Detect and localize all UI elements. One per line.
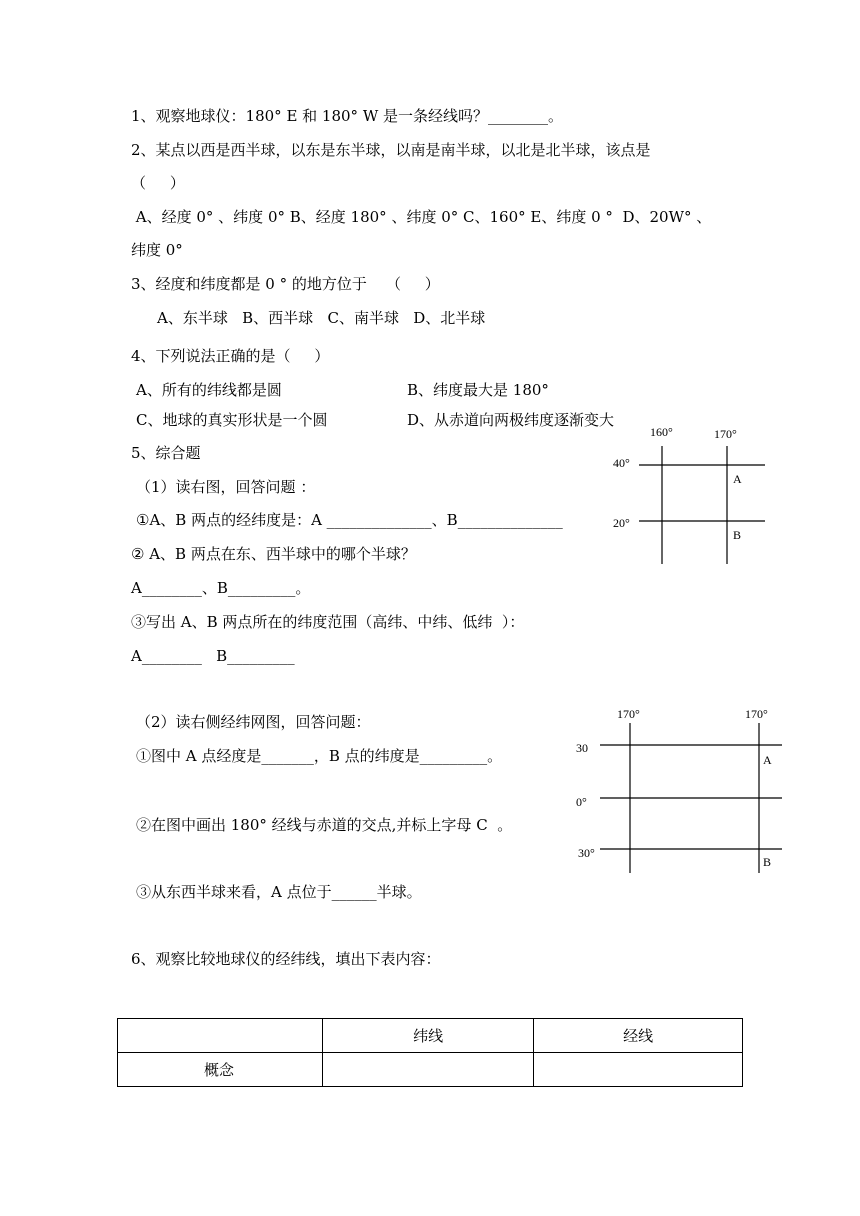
q5-part2-sub1: ①图中 A 点经度是_______，B 点的纬度是_________。 xyxy=(136,747,503,765)
question-3-options: A、东半球 B、西半球 C、南半球 D、北半球 xyxy=(157,309,486,327)
point-b-label: B xyxy=(763,855,772,869)
q5-part2-sub2: ②在图中画出 180° 经线与赤道的交点,并标上字母 C 。 xyxy=(136,816,513,834)
lon-label: 170° xyxy=(714,427,737,441)
question-4-option-a: A、所有的纬线都是圆 xyxy=(136,381,282,399)
question-4-option-d: D、从赤道向两极纬度逐渐变大 xyxy=(407,411,615,429)
table-row xyxy=(118,1053,743,1087)
q5-part1-sub2-answer: A________、B_________。 xyxy=(131,579,311,597)
lon-label: 160° xyxy=(650,425,673,439)
question-2-paren: （ ） xyxy=(131,174,185,192)
q5-part2-title: （2）读右侧经纬网图，回答问题： xyxy=(136,713,371,731)
point-b-label: B xyxy=(733,528,742,542)
lat-lon-grid-2 xyxy=(570,700,790,880)
q5-part1-sub3-answer: A________ B_________ xyxy=(131,647,295,665)
question-3-stem: 3、经度和纬度都是 0 ° 的地方位于 （ ） xyxy=(131,275,440,293)
lat-label: 30 xyxy=(576,741,588,755)
q5-part1-sub1: ①A、B 两点的经纬度是：A ______________、B______________ xyxy=(136,511,563,529)
question-2-options-line1: A、经度 0° 、纬度 0° B、经度 180° 、纬度 0° C、160° E、纬度 0 ° D、20W° 、 xyxy=(131,208,712,226)
lat-label: 30° xyxy=(578,846,595,860)
question-4-option-b: B、纬度最大是 180° xyxy=(407,381,549,399)
question-1: 1、观察地球仪：180° E 和 180° W 是一条经线吗？________。 xyxy=(131,107,564,125)
lat-label: 20° xyxy=(613,516,630,530)
point-a-label: A xyxy=(763,753,772,767)
question-5-stem: 5、综合题 xyxy=(131,444,201,462)
comparison-table xyxy=(117,1018,743,1087)
lat-label: 0° xyxy=(576,795,587,809)
lat-lon-grid-1 xyxy=(605,420,775,570)
lon-label: 170° xyxy=(745,707,768,721)
question-4-option-c: C、地球的真实形状是一个圆 xyxy=(136,411,328,429)
table-header-cell: 经线 xyxy=(534,1019,743,1053)
table-cell: 概念 xyxy=(118,1053,323,1087)
table-header-row xyxy=(118,1019,743,1053)
q5-part1-sub3: ③写出 A、B 两点所在的纬度范围（高纬、中纬、低纬 ）： xyxy=(131,613,525,631)
question-2-stem: 2、某点以西是西半球，以东是东半球，以南是南半球，以北是北半球，该点是 xyxy=(131,141,651,159)
q5-part2-sub3: ③从东西半球来看，A 点位于______半球。 xyxy=(136,883,422,901)
table-cell[interactable] xyxy=(322,1053,534,1087)
question-4-stem: 4、下列说法正确的是（ ） xyxy=(131,347,330,365)
q5-part1-sub2: ② A、B 两点在东、西半球中的哪个半球？ xyxy=(131,545,416,563)
lat-lon-grid-1-svg xyxy=(605,420,775,570)
lat-label: 40° xyxy=(613,456,630,470)
question-6-stem: 6、观察比较地球仪的经纬线，填出下表内容： xyxy=(131,950,441,968)
table-header-cell: 纬线 xyxy=(322,1019,534,1053)
table-cell[interactable] xyxy=(534,1053,743,1087)
table-header-cell xyxy=(118,1019,323,1053)
point-a-label: A xyxy=(733,472,742,486)
q5-part1-title: （1）读右图，回答问题 ： xyxy=(136,478,316,496)
lat-lon-grid-2-svg xyxy=(570,700,790,880)
lon-label: 170° xyxy=(617,707,640,721)
question-2-options-line2: 纬度 0° xyxy=(131,241,183,259)
